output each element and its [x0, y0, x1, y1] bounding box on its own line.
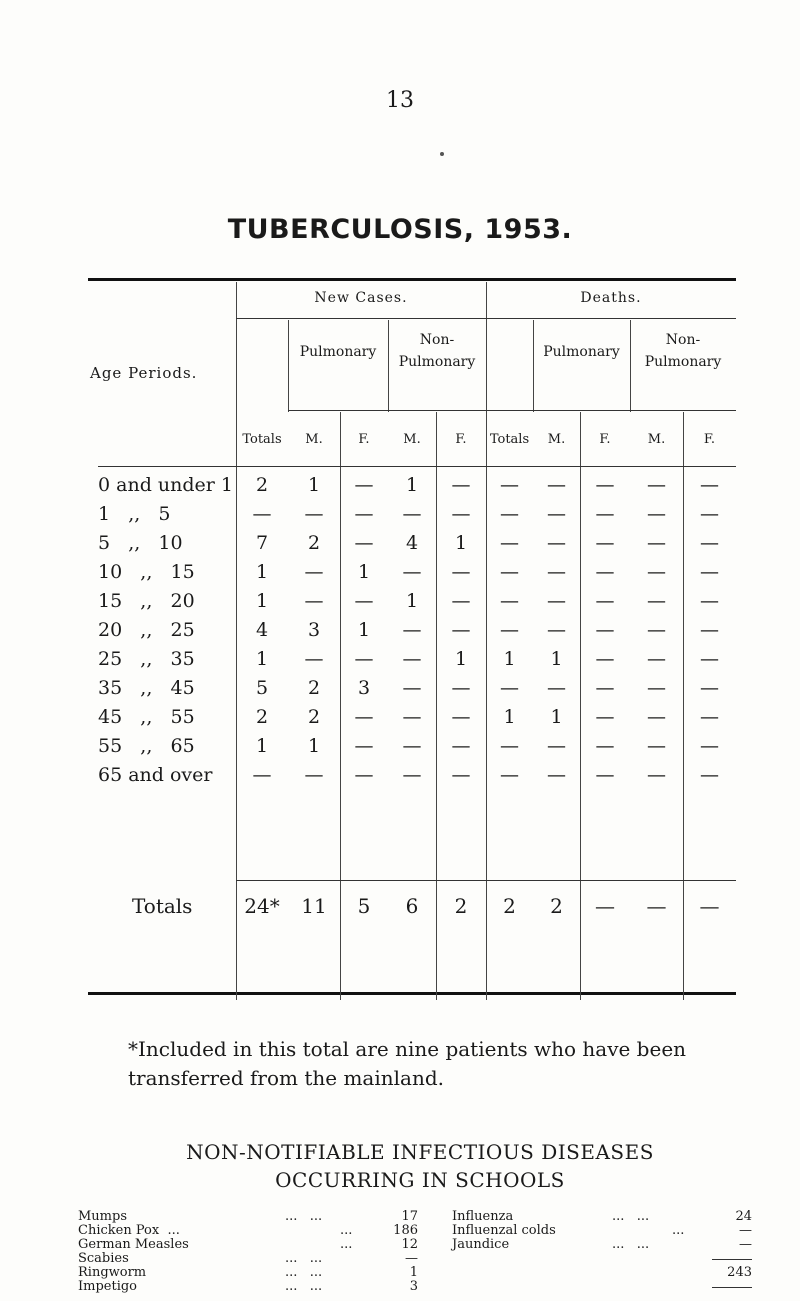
cell: 2	[255, 706, 269, 728]
table-row	[0, 474, 800, 498]
list-item-dots: ...	[340, 1237, 353, 1252]
list-item-value: 186	[393, 1223, 418, 1238]
cell: —	[547, 764, 566, 786]
cell: —	[647, 474, 666, 496]
cell: —	[252, 764, 272, 786]
cell: —	[451, 677, 471, 699]
cell: —	[547, 532, 566, 554]
cell: —	[647, 532, 666, 554]
cell: —	[647, 735, 666, 757]
non-pulmonary-header-1: Non-	[419, 332, 455, 348]
total-cell: 2	[550, 894, 563, 918]
list-item-name: Ringworm	[78, 1265, 147, 1280]
total-cell: 6	[405, 894, 419, 918]
cell: 3	[357, 677, 371, 699]
cell: —	[500, 474, 519, 496]
cell: —	[647, 764, 666, 786]
table-row	[0, 764, 800, 788]
list-item-dots: ...	[340, 1223, 353, 1238]
col-totals: Totals	[489, 432, 530, 447]
cell: —	[451, 474, 471, 496]
cell: —	[647, 590, 666, 612]
total-cell: —	[595, 894, 615, 918]
cell: 5	[255, 677, 269, 699]
non-pulmonary-header-1: Non-	[665, 332, 701, 348]
cell: —	[547, 561, 566, 583]
header-rule	[288, 410, 736, 411]
cell: 1	[405, 590, 419, 612]
cell: —	[402, 503, 422, 525]
table-top-rule	[88, 278, 736, 281]
cell: —	[700, 561, 719, 583]
cell: —	[304, 764, 324, 786]
cell: —	[402, 648, 422, 670]
cell: 1	[454, 532, 468, 554]
total-cell: 2	[454, 894, 468, 918]
section-title: NON-NOTIFIABLE INFECTIOUS DISEASES	[186, 1140, 654, 1164]
speck	[440, 152, 444, 156]
cell: 4	[255, 619, 269, 641]
age-label: 1 ,, 5	[98, 503, 171, 525]
table-row	[0, 561, 800, 585]
cell: —	[402, 706, 422, 728]
list-item-dots: ... ...	[612, 1209, 650, 1224]
cell: 1	[255, 735, 269, 757]
total-cell: 11	[301, 894, 327, 918]
section-subtitle: OCCURRING IN SCHOOLS	[275, 1168, 565, 1192]
total-cell: 5	[357, 894, 371, 918]
list-item-name: Chicken Pox ...	[78, 1223, 180, 1238]
non-pulmonary-header-2: Pulmonary	[398, 354, 476, 370]
col-divider	[533, 320, 534, 412]
cell: —	[451, 735, 471, 757]
cell: —	[304, 590, 324, 612]
cell: —	[700, 619, 719, 641]
cell: —	[402, 764, 422, 786]
table-row	[0, 648, 800, 672]
cell: —	[500, 561, 519, 583]
cell: —	[451, 764, 471, 786]
cell: —	[547, 677, 566, 699]
cell: 2	[307, 677, 321, 699]
cell: —	[700, 706, 719, 728]
cell: —	[402, 735, 422, 757]
cell: —	[354, 532, 374, 554]
table-row	[0, 677, 800, 701]
cell: 1	[503, 648, 516, 670]
cell: —	[595, 590, 615, 612]
age-label: 55 ,, 65	[98, 735, 195, 757]
cell: —	[547, 619, 566, 641]
list-item-value: 24	[735, 1209, 752, 1224]
cell: 1	[550, 648, 563, 670]
col-f: F.	[599, 432, 611, 447]
age-label: 15 ,, 20	[98, 590, 195, 612]
table-row	[0, 735, 800, 759]
footnote: *Included in this total are nine patients who have been transferred from the mainland.	[128, 1037, 687, 1090]
cell: 1	[307, 735, 321, 757]
page-title: TUBERCULOSIS, 1953.	[227, 214, 573, 245]
age-label: 25 ,, 35	[98, 648, 195, 670]
cell: —	[700, 532, 719, 554]
totals-rule	[236, 880, 736, 881]
list-item-value: 3	[409, 1279, 418, 1294]
cell: —	[700, 590, 719, 612]
cell: —	[595, 648, 615, 670]
cell: —	[547, 590, 566, 612]
cell: —	[700, 648, 719, 670]
pulmonary-header: Pulmonary	[299, 344, 377, 360]
cell: —	[595, 735, 615, 757]
list-item-name: Scabies	[78, 1251, 129, 1266]
cell: —	[354, 648, 374, 670]
new-cases-header: New Cases.	[314, 290, 408, 306]
list-item-name: Impetigo	[78, 1279, 138, 1294]
list-item-dots: ... ...	[612, 1237, 650, 1252]
cell: —	[595, 619, 615, 641]
cell: —	[304, 561, 324, 583]
list-item-dots: ... ...	[285, 1251, 323, 1266]
cell: —	[700, 735, 719, 757]
age-periods-header: Age Periods.	[90, 364, 198, 382]
cell: —	[595, 503, 615, 525]
table-row	[0, 590, 800, 614]
cell: —	[354, 503, 374, 525]
cell: —	[647, 619, 666, 641]
cell: —	[700, 474, 719, 496]
list-item-dots: ...	[672, 1223, 685, 1238]
col-m: M.	[305, 432, 323, 447]
cell: —	[252, 503, 272, 525]
age-label: 45 ,, 55	[98, 706, 195, 728]
cell: —	[354, 590, 374, 612]
cell: —	[500, 532, 519, 554]
cell: —	[451, 590, 471, 612]
list-item-value: —	[405, 1251, 418, 1266]
header-rule	[98, 466, 736, 467]
cell: —	[595, 561, 615, 583]
header-rule	[236, 318, 736, 319]
list-item-value: —	[739, 1237, 752, 1252]
cell: —	[547, 474, 566, 496]
list-item-name: Influenzal colds	[452, 1223, 556, 1238]
list-item-name: Influenza	[452, 1209, 514, 1224]
cell: 1	[405, 474, 419, 496]
cell: 1	[255, 561, 269, 583]
table-bottom-rule	[88, 992, 736, 995]
cell: —	[500, 764, 519, 786]
col-m: M.	[647, 432, 666, 447]
page-number: 13	[386, 88, 414, 113]
totals-label: Totals	[132, 894, 193, 918]
cell: —	[304, 648, 324, 670]
cell: 1	[357, 561, 371, 583]
cell: —	[595, 474, 615, 496]
cell: 1	[550, 706, 563, 728]
cell: —	[402, 619, 422, 641]
cell: —	[647, 648, 666, 670]
age-label: 35 ,, 45	[98, 677, 195, 699]
cell: —	[595, 764, 615, 786]
cell: —	[547, 503, 566, 525]
cell: 2	[307, 532, 321, 554]
cell: 3	[307, 619, 321, 641]
cell: —	[700, 677, 719, 699]
cell: —	[700, 503, 719, 525]
cell: —	[500, 619, 519, 641]
cell: —	[451, 561, 471, 583]
cell: —	[402, 677, 422, 699]
col-f: F.	[703, 432, 716, 447]
cell: —	[451, 706, 471, 728]
age-label: 20 ,, 25	[98, 619, 195, 641]
sum-rule	[712, 1287, 752, 1288]
cell: —	[647, 677, 666, 699]
col-divider	[288, 320, 289, 412]
cell: —	[500, 590, 519, 612]
non-pulmonary-header-2: Pulmonary	[644, 354, 722, 370]
list-item-name: Jaundice	[452, 1237, 510, 1252]
cell: —	[354, 764, 374, 786]
cell: —	[595, 706, 615, 728]
cell: —	[304, 503, 324, 525]
age-label: 10 ,, 15	[98, 561, 195, 583]
total-cell: 2	[503, 894, 516, 918]
col-f: F.	[455, 432, 467, 447]
cell: —	[647, 561, 666, 583]
table-row	[0, 706, 800, 730]
cell: —	[647, 503, 666, 525]
table-row	[0, 503, 800, 527]
cell: —	[451, 619, 471, 641]
list-item-dots: ... ...	[285, 1265, 323, 1280]
cell: 1	[503, 706, 516, 728]
pulmonary-header: Pulmonary	[543, 344, 620, 360]
list-item-name: German Measles	[78, 1237, 189, 1252]
col-totals: Totals	[242, 432, 282, 447]
list-item-value: —	[739, 1223, 752, 1238]
cell: 1	[357, 619, 371, 641]
total-cell: 24*	[244, 894, 280, 918]
cell: 7	[255, 532, 269, 554]
list-item-name: Mumps	[78, 1209, 128, 1224]
list-item-value: 17	[401, 1209, 418, 1224]
col-f: F.	[358, 432, 370, 447]
cell: —	[547, 735, 566, 757]
cell: 2	[307, 706, 321, 728]
table-row	[0, 532, 800, 556]
list-item-value: 1	[409, 1265, 418, 1280]
deaths-header: Deaths.	[580, 290, 642, 306]
cell: 4	[405, 532, 419, 554]
col-m: M.	[547, 432, 566, 447]
age-label: 5 ,, 10	[98, 532, 183, 554]
cell: —	[500, 677, 519, 699]
table-row	[0, 619, 800, 643]
cell: 1	[454, 648, 468, 670]
cell: —	[595, 677, 615, 699]
cell: —	[354, 735, 374, 757]
cell: —	[700, 764, 719, 786]
cell: —	[500, 503, 519, 525]
cell: —	[500, 735, 519, 757]
total-cell: —	[646, 894, 667, 918]
age-label: 0 and under 1	[98, 474, 233, 496]
list-item-value: 12	[401, 1237, 418, 1252]
cell: 1	[255, 648, 269, 670]
cell: 2	[255, 474, 269, 496]
cell: —	[402, 561, 422, 583]
cell: —	[451, 503, 471, 525]
cell: 1	[307, 474, 321, 496]
cell: —	[354, 474, 374, 496]
grand-total: 243	[727, 1265, 752, 1280]
cell: —	[647, 706, 666, 728]
cell: —	[595, 532, 615, 554]
list-item-dots: ... ...	[285, 1209, 323, 1224]
cell: —	[354, 706, 374, 728]
col-m: M.	[403, 432, 421, 447]
age-label: 65 and over	[98, 764, 213, 786]
list-item-dots: ... ...	[285, 1279, 323, 1294]
total-cell: —	[699, 894, 720, 918]
sum-rule	[712, 1259, 752, 1260]
cell: 1	[255, 590, 269, 612]
